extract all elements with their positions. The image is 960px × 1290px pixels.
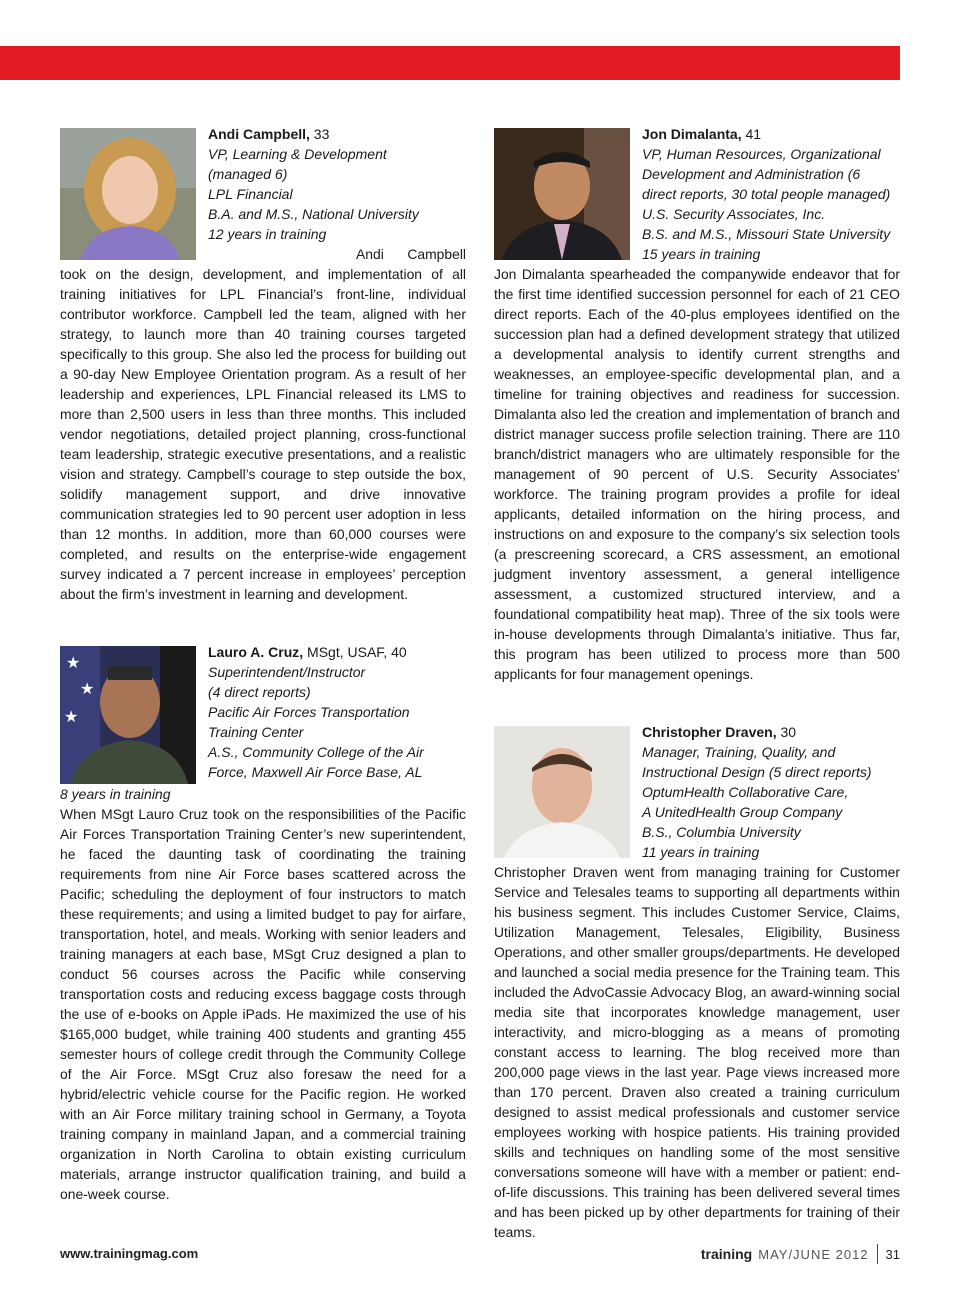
profile-name: Jon Dimalanta, (642, 126, 742, 142)
profile-bio: Christopher Draven went from managing training for Customer Service and Telesales teams to supporting all departments within his business segment. This includes Customer Service, Claims, Utilization Management, Telesales, Eligibility, Business Operations, and other smaller groups/departments. He developed and launched a social media presence for the Training team. This included the AdvoCassie Advocacy Blog, an award-winning social media site that incorporates knowledge management, user interactivity, and micro-blogging as a means of promoting constant access to learning. The blog received more than 200,000 page views in the last year. Page views increased more than 170 percent. Draven also created a training curriculum designed to assist medical professionals and customer service employees working with hospice patients. His training provided skills and techniques on handling some of the most sensitive conversations someone will have with a member or patient: end-of-life discussions. This training has been delivered several times and has been picked up by other departments for training of their teams. (494, 864, 900, 1240)
profile-education-cont: Force, Maxwell Air Force Base, AL (208, 764, 423, 780)
profile-reports: (4 direct reports) (208, 684, 311, 700)
profile-education: A.S., Community College of the Air (208, 744, 424, 760)
header-red-bar (0, 46, 900, 80)
left-column (60, 124, 466, 1204)
profile-jon-dimalanta (494, 124, 900, 684)
profile-bio: When MSgt Lauro Cruz took on the responsibilities of the Pacific Air Forces Transportation Training Center’s new superintendent, he faced the daunting task of coordinating the training requirements from nine Air Force bases scattered across the Pacific; scheduling the deployment of four instructors to match these requirements; and using a limited budget to pay for airfare, transportation, hotel, and meals. Working with senior leaders and training managers at each base, MSgt Cruz designed a plan to conduct 56 courses across the Pacific while conserving transportation costs and reducing excess baggage costs through the use of e-books on Apple iPads. He maximized the use of his $165,000 budget, while training 400 students and granting 455 semester hours of college credit through the Community College of the Air Force. MSgt Cruz also foresaw the need for a hybrid/electric vehicle course for the Pacific region. He worked with an Air Force military training school in Germany, a Toyota training company in mainland Japan, and a commercial training organization in North Carolina to obtain existing curriculum materials, arrange instructor qualification training, and build a one-week course. (60, 806, 466, 1202)
profile-title: Superintendent/Instructor (208, 664, 366, 680)
portrait-photo-draven (494, 726, 630, 858)
profile-company: U.S. Security Associates, Inc. (642, 206, 826, 222)
profile-education: B.S., Columbia University (642, 824, 801, 840)
profile-company-cont: Training Center (208, 724, 304, 740)
footer-brand: training (700, 1246, 753, 1262)
footer-issue: MAY/JUNE 2012 (758, 1246, 869, 1262)
profile-education: B.S. and M.S., Missouri State University (642, 226, 891, 242)
profile-company: OptumHealth Collaborative Care, (642, 784, 849, 800)
profile-title: VP, Human Resources, Organizational (642, 146, 881, 162)
profile-experience: 8 years in training (60, 786, 171, 802)
profile-bio: Jon Dimalanta spearheaded the companywide endeavor that for the first time identified succession personnel for each of 21 CEO direct reports. Each of the 40-plus employees identified on the succession plan had a defined development strategy that utilized a developmental analysis to identify current strengths and weaknesses, an employee-specific developmental plan, and a timeline for training objectives and readiness for succession. Dimalanta also led the creation and implementation of branch and district manager success profile selection training. There are 110 branch/district managers who are ultimately responsible for the management of 90 percent of U.S. Security Associates’ workforce. The training program provides a profile for ideal applicants, detailed information on the hiring process, and instructions on and exposure to the company’s six selection tools (a prescreening scorecard, a CRS assessment, an emotional judgment inventory assessment, a general intelligence assessment, a customized structured interview, and a foundational compatibility heat map). Three of the six tools were in-house developments through Dimalanta’s initiative. Thus far, this program has been utilized to process more than 500 applicants for four management openings. (494, 266, 900, 682)
profile-age: 30 (776, 724, 797, 740)
profile-experience: 11 years in training (642, 844, 760, 860)
profile-age: 33 (309, 126, 330, 142)
profile-christopher-draven (494, 722, 900, 1242)
right-column (494, 124, 900, 1242)
portrait-photo-cruz (60, 646, 196, 784)
footer-issue-block (701, 1244, 900, 1264)
profile-reports: direct reports, 30 total people managed) (642, 186, 891, 202)
profile-title: VP, Learning & Development (208, 146, 387, 162)
svg-text:★: ★ (80, 679, 95, 698)
profile-name: Andi Campbell, (208, 126, 310, 142)
profile-company: Pacific Air Forces Transportation (208, 704, 410, 720)
profile-title: Manager, Training, Quality, and (642, 744, 836, 760)
profile-bio: Andi Campbell took on the design, development, and implementation of all training initiatives for LPL Financial’s front-line, individual contributor workforce. Campbell led the team, aligned with her strategy, to launch more than 40 training courses targeted specifically to this group. She also led the process for building out a 90-day New Employee Orientation program. As a result of her leadership and experiences, LPL Financial released its LMS to more than 2,500 users in less than three months. This included vendor negotiations, detailed project planning, cross-functional team leadership, strategic executive presentations, and a realistic vision and strategy. Campbell’s courage to step outside the box, solidify management support, and drive innovative communication strategies led to 90 percent user adoption in less than 12 months. In addition, more than 60,000 courses were completed, and results on the enterprise-wide engagement survey indicated a 7 percent increase in employees’ perception about the firm’s investment in learning and development. (60, 246, 466, 602)
profile-reports: Instructional Design (5 direct reports) (642, 764, 872, 780)
svg-text:★: ★ (64, 707, 79, 726)
profile-title-cont: Development and Administration (6 (642, 166, 861, 182)
profile-reports: (managed 6) (208, 166, 288, 182)
footer-url[interactable]: www.trainingmag.com (60, 1246, 199, 1261)
profile-name: Lauro A. Cruz, (208, 644, 304, 660)
profile-name: Christopher Draven, (642, 724, 777, 740)
profile-company-cont: A UnitedHealth Group Company (642, 804, 843, 820)
profile-experience: 12 years in training (208, 226, 327, 242)
page-number: 31 (885, 1246, 900, 1262)
svg-text:★: ★ (66, 653, 81, 672)
footer-divider (877, 1244, 878, 1264)
profile-age: 41 (741, 126, 762, 142)
profile-experience: 15 years in training (642, 246, 761, 262)
profile-education: B.A. and M.S., National University (208, 206, 419, 222)
profile-andi-campbell (60, 124, 466, 604)
profile-lauro-cruz (60, 642, 466, 1204)
portrait-photo-dimalanta (494, 128, 630, 260)
profile-age: MSgt, USAF, 40 (303, 644, 407, 660)
portrait-photo-campbell (60, 128, 196, 260)
profile-company: LPL Financial (208, 186, 293, 202)
